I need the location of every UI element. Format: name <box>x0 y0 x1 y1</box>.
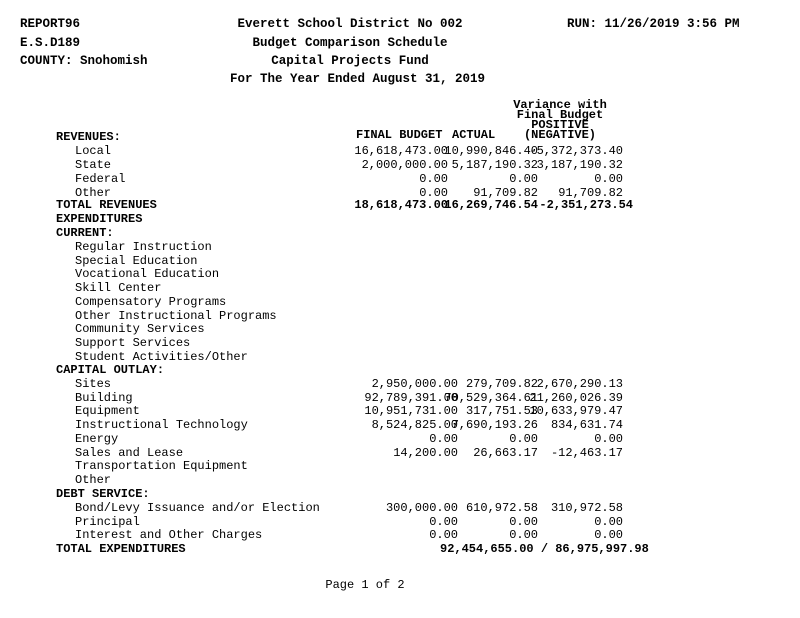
capital-outlay-label: CAPITAL OUTLAY: <box>56 363 165 377</box>
expenditures-label: EXPENDITURES <box>56 212 143 226</box>
capital-row-variance: 834,631.74 <box>550 418 623 433</box>
run-date: RUN: 11/26/2019 3:56 PM <box>567 17 740 31</box>
capital-row-variance: 0.00 <box>594 431 623 446</box>
total-revenues-variance: -2,351,273.54 <box>539 198 633 212</box>
current-expenditure-row: Compensatory Programs <box>75 294 227 309</box>
revenue-row-actual: 91,709.82 <box>473 186 538 200</box>
total-expenditures-label: TOTAL EXPENDITURES <box>56 542 186 556</box>
capital-row-label: Equipment <box>75 404 140 419</box>
revenue-row-budget: 2,000,000.00 <box>361 158 448 172</box>
revenue-row-variance: 3,187,190.32 <box>536 158 623 172</box>
revenue-row-budget: 16,618,473.00 <box>354 144 448 158</box>
debt-row-label: Bond/Levy Issuance and/or Election <box>75 501 320 515</box>
debt-row-actual: 610,972.58 <box>465 501 538 515</box>
title-line-3: Capital Projects Fund <box>271 54 429 68</box>
current-expenditure-row: Regular Instruction <box>75 240 212 254</box>
total-revenues-actual: 16,269,746.54 <box>444 198 538 212</box>
title-line-2: Budget Comparison Schedule <box>252 36 448 50</box>
capital-row-label: Other <box>75 472 112 487</box>
current-label: CURRENT: <box>56 226 114 240</box>
capital-row-label: Sales and Lease <box>75 445 184 460</box>
district-code: E.S.D189 <box>20 36 81 50</box>
revenue-row-label: State <box>75 158 112 172</box>
capital-row-label: Sites <box>75 377 112 391</box>
debt-row-variance: 0.00 <box>594 514 623 529</box>
current-expenditure-row: Support Services <box>75 335 191 350</box>
report-id: REPORT96 <box>20 17 81 31</box>
capital-row-budget: 10,951,731.00 <box>364 404 458 419</box>
page-number: Page 1 of 2 <box>325 578 405 592</box>
capital-row-variance: 2,670,290.13 <box>536 377 623 391</box>
debt-row-actual: 0.00 <box>509 514 538 529</box>
capital-row-budget: 8,524,825.00 <box>371 418 458 433</box>
debt-row-budget: 0.00 <box>429 514 458 529</box>
variance-header-3: POSITIVE <box>531 118 589 132</box>
debt-row-budget: 300,000.00 <box>385 501 458 515</box>
total-revenues-budget: 18,618,473.00 <box>354 198 448 212</box>
variance-header-2: Final Budget <box>516 108 604 122</box>
revenue-row-budget: 0.00 <box>419 186 448 200</box>
capital-row-variance: 10,633,979.47 <box>529 404 623 419</box>
debt-row-budget: 0.00 <box>429 528 458 543</box>
final-budget-header: FINAL BUDGET <box>356 128 443 142</box>
revenue-row-actual: 5,187,190.32 <box>451 158 538 172</box>
revenue-row-label: Other <box>75 186 112 200</box>
revenue-row-label: Local <box>75 144 112 158</box>
current-expenditure-row: Community Services <box>75 322 205 337</box>
capital-row-budget: 92,789,391.00 <box>364 390 458 405</box>
title-line-4: For The Year Ended August 31, 2019 <box>230 72 486 86</box>
current-expenditure-row: Student Activities/Other <box>75 349 248 364</box>
capital-row-variance: -12,463.17 <box>550 445 623 460</box>
current-expenditure-row: Skill Center <box>75 281 162 296</box>
debt-row-variance: 310,972.58 <box>550 501 623 515</box>
capital-row-label: Transportation Equipment <box>75 459 248 474</box>
capital-row-actual: 7,690,193.26 <box>451 418 538 433</box>
capital-row-label: Building <box>75 390 133 405</box>
variance-header-4: (NEGATIVE) <box>523 128 596 142</box>
debt-row-label: Interest and Other Charges <box>75 528 263 543</box>
total-expenditures-amounts: 92,454,655.00 / 86,975,997.98 <box>440 542 649 556</box>
capital-row-budget: 0.00 <box>429 431 458 446</box>
capital-row-actual: 0.00 <box>509 431 538 446</box>
capital-row-actual: 26,663.17 <box>473 445 538 460</box>
revenue-row-label: Federal <box>75 172 126 186</box>
revenue-row-budget: 0.00 <box>419 172 448 186</box>
capital-row-variance: 21,260,026.39 <box>529 390 623 405</box>
capital-row-budget: 2,950,000.00 <box>371 377 458 391</box>
capital-row-actual: 317,751.53 <box>465 404 538 419</box>
capital-row-label: Instructional Technology <box>75 418 248 433</box>
revenue-row-variance: 0.00 <box>594 172 623 186</box>
capital-row-label: Energy <box>75 431 119 446</box>
title-line-1: Everett School District No 002 <box>237 17 463 31</box>
total-revenues-label: TOTAL REVENUES <box>56 198 157 212</box>
revenue-row-actual: 0.00 <box>509 172 538 186</box>
revenue-row-variance: 91,709.82 <box>558 186 623 200</box>
current-expenditure-row: Special Education <box>75 253 198 268</box>
county-name: COUNTY: Snohomish <box>20 54 148 68</box>
current-expenditure-row: Other Instructional Programs <box>75 308 277 323</box>
debt-row-label: Principal <box>75 514 140 529</box>
revenue-row-variance: -5,372,373.40 <box>529 144 623 158</box>
debt-service-label: DEBT SERVICE: <box>56 487 150 501</box>
variance-header-1: Variance with <box>513 98 607 112</box>
current-expenditure-row: Vocational Education <box>75 267 220 282</box>
capital-row-budget: 14,200.00 <box>393 445 458 460</box>
revenues-label: REVENUES: <box>56 130 121 144</box>
debt-row-variance: 0.00 <box>594 528 623 543</box>
revenue-row-actual: 10,990,846.40 <box>444 144 538 158</box>
actual-header: ACTUAL <box>452 128 496 142</box>
debt-row-actual: 0.00 <box>509 528 538 543</box>
capital-row-actual: 279,709.82 <box>465 377 538 391</box>
capital-row-actual: 70,529,364.61 <box>444 390 538 405</box>
